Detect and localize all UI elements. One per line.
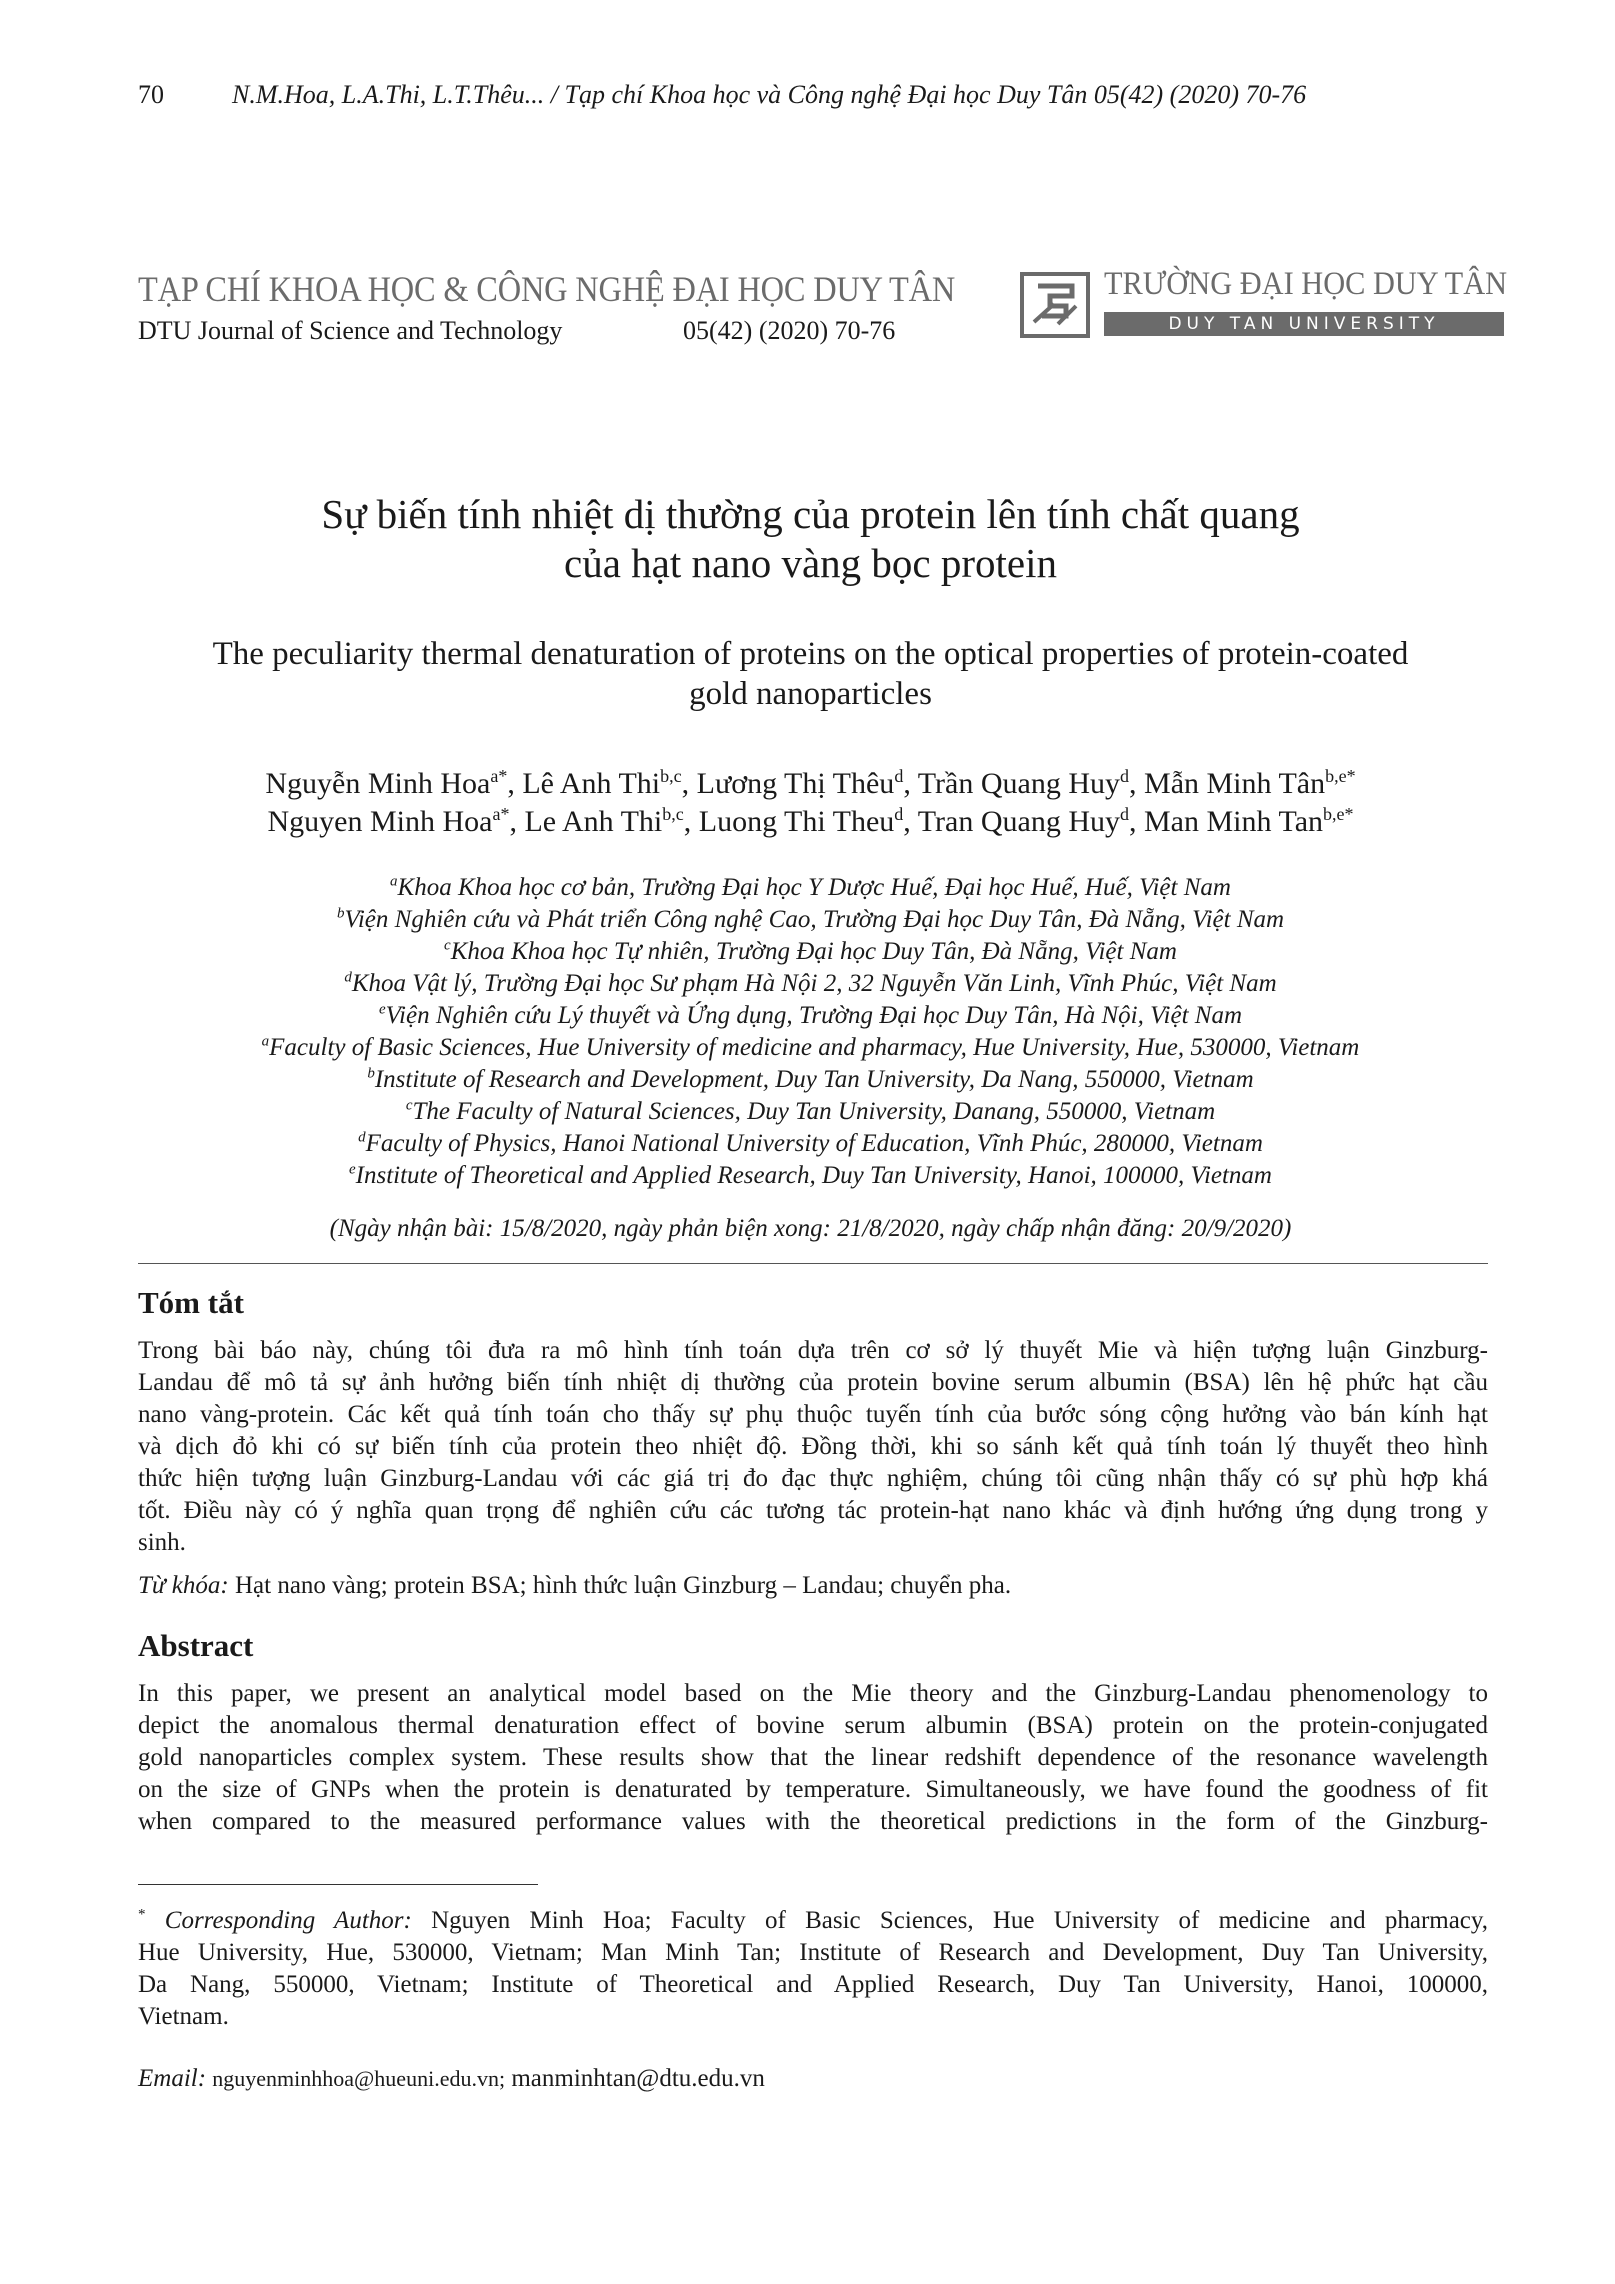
abstract-vn-body	[138, 1335, 1488, 1559]
paragraph-line: thức hiện tượng luận Ginzburg-Landau với các giá trị đo đạc thực nghiệm, chúng tôi cũng nhận thấy có sự phù hợp khá	[138, 1465, 1488, 1492]
author-name: Trần Quang Huy	[917, 767, 1121, 800]
affiliation-text: The Faculty of Natural Sciences, Duy Tan University, Danang, 550000, Vietnam	[412, 1098, 1216, 1125]
affiliation-mark: c	[444, 937, 451, 954]
author-separator: ,	[509, 804, 525, 838]
paragraph-line: tốt. Điều này có ý nghĩa quan trọng để nghiên cứu các tương tác protein-hạt nano khác và định hướng ứng dụng trong y	[138, 1497, 1488, 1524]
logo-university-name: TRƯỜNG ĐẠI HỌC DUY TÂN	[1104, 266, 1508, 302]
paragraph-line: when compared to the measured performance values with the theoretical predictions in the form of the Ginzburg-	[138, 1808, 1488, 1835]
abstract-en-body	[138, 1678, 1488, 1838]
author-list	[138, 765, 1483, 840]
affiliation-mark: d	[344, 969, 352, 986]
affiliation-item	[138, 1128, 1483, 1160]
running-header	[138, 80, 1306, 110]
keywords-label: Từ khóa:	[138, 1572, 229, 1599]
keywords-text: Hạt nano vàng; protein BSA; hình thức luận Ginzburg – Landau; chuyển pha.	[234, 1572, 1012, 1599]
author-name: Lê Anh Thi	[522, 767, 661, 800]
paragraph-line: nano vàng-protein. Các kết quả tính toán cho thấy sự phụ thuộc tuyến tính của bước sóng cộng hưởng vào bán kính hạt	[138, 1401, 1488, 1428]
author-affiliation-mark: a*	[492, 803, 510, 824]
author-separator: ,	[1129, 767, 1145, 800]
author-separator: ,	[683, 804, 699, 838]
paragraph-line: on the size of GNPs when the protein is denaturated by temperature. Simultaneously, we have found the goodness of fit	[138, 1776, 1488, 1803]
affiliation-text: Viện Nghiên cứu và Phát triển Công nghệ Cao, Trường Đại học Duy Tân, Đà Nẵng, Việt Nam	[344, 906, 1285, 933]
author-affiliation-mark: b,c	[660, 766, 682, 786]
affiliation-item	[138, 1096, 1483, 1128]
title-vn	[138, 490, 1483, 588]
paragraph-line: sinh.	[138, 1529, 186, 1556]
affiliation-mark: b	[336, 905, 345, 922]
author-separator: ,	[507, 767, 523, 800]
author-name: Tran Quang Huy	[917, 804, 1120, 838]
paragraph-line: In this paper, we present an analytical model based on the Mie theory and the Ginzburg-Landau phenomenology to	[138, 1680, 1488, 1707]
section-divider	[138, 1263, 1488, 1264]
affiliation-mark: d	[358, 1129, 366, 1146]
received-dates: (Ngày nhận bài: 15/8/2020, ngày phản biện xong: 21/8/2020, ngày chấp nhận đăng: 20/9/2020)	[329, 1215, 1292, 1242]
journal-issue: 05(42) (2020) 70-76	[683, 316, 896, 345]
affiliation-text: Viện Nghiên cứu Lý thuyết và Ứng dụng, Trường Đại học Duy Tân, Hà Nội, Việt Nam	[385, 1002, 1243, 1029]
author-name: Nguyễn Minh Hoa	[265, 767, 491, 800]
title-en-line-1: The peculiarity thermal denaturation of proteins on the optical properties of protein-coated	[212, 636, 1409, 672]
footnote-mark: *	[138, 1906, 146, 1923]
affiliation-item	[138, 872, 1483, 904]
author-affiliation-mark: d	[1120, 803, 1129, 824]
author-name: Man Minh Tan	[1144, 804, 1324, 838]
affiliation-mark: a	[390, 873, 398, 890]
author-affiliation-mark: b,e*	[1325, 766, 1356, 786]
paragraph-line: Landau để mô tả sự ảnh hưởng biến tính nhiệt dị thường của protein bovine serum albumin (BSA) lên hệ phức hạt cầu	[138, 1369, 1488, 1396]
author-separator: ,	[681, 767, 697, 800]
logo-band-text: DUY TAN UNIVERSITY	[1104, 312, 1504, 336]
abstract-vn-heading: Tóm tắt	[138, 1285, 244, 1320]
footnote-divider	[138, 1884, 538, 1885]
affiliation-list	[138, 872, 1483, 1192]
author-affiliation-mark: b,e*	[1323, 803, 1354, 824]
paragraph-line: depict the anomalous thermal denaturation effect of bovine serum albumin (BSA) protein on the protein-conjugated	[138, 1712, 1488, 1739]
footnote-line-3: Da Nang, 550000, Vietnam; Institute of Theoretical and Applied Research, Duy Tan University, Hanoi, 100000,	[138, 1971, 1488, 1998]
affiliation-mark: c	[405, 1097, 413, 1114]
affiliation-item	[138, 1032, 1483, 1064]
affiliation-text: Institute of Research and Development, Duy Tan University, Da Nang, 550000, Vietnam	[374, 1066, 1254, 1093]
journal-name-vn: TẠP CHÍ KHOA HỌC & CÔNG NGHỆ ĐẠI HỌC DUY TÂN	[138, 269, 956, 309]
footnote-label: Corresponding Author:	[164, 1907, 412, 1934]
affiliation-text: Faculty of Basic Sciences, Hue University of medicine and pharmacy, Hue University, Hue, 530000, Vietnam	[269, 1034, 1360, 1061]
author-name: Mẫn Minh Tân	[1144, 767, 1326, 800]
journal-name-en: DTU Journal of Science and Technology	[138, 316, 563, 345]
affiliation-mark: b	[367, 1065, 375, 1082]
affiliation-mark: e	[378, 1001, 386, 1018]
email-link-1[interactable]: nguyenminhhoa@hueuni.edu.vn;	[212, 2066, 506, 2091]
author-affiliation-mark: d	[1120, 766, 1130, 786]
author-separator: ,	[1129, 804, 1144, 838]
author-name: Lương Thị Thêu	[696, 767, 895, 800]
author-affiliation-mark: a*	[490, 766, 508, 786]
title-vn-line-1: Sự biến tính nhiệt dị thường của protein lên tính chất quang	[321, 491, 1300, 537]
author-list-en	[138, 803, 1483, 841]
affiliation-item	[138, 1000, 1483, 1032]
running-citation: N.M.Hoa, L.A.Thi, L.T.Thêu... / Tạp chí Khoa học và Công nghệ Đại học Duy Tân 05(42) (2020) 70-76	[232, 80, 1307, 109]
footnote-line-1: Nguyen Minh Hoa; Faculty of Basic Sciences, Hue University of medicine and pharmacy,	[431, 1907, 1489, 1934]
corresponding-author-footnote	[138, 1905, 1488, 2033]
affiliation-item	[138, 968, 1483, 1000]
footnote-line-4: Vietnam.	[138, 2003, 229, 2030]
affiliation-text: Khoa Khoa học cơ bản, Trường Đại học Y Dược Huế, Đại học Huế, Huế, Việt Nam	[397, 874, 1231, 901]
email-line	[138, 2065, 765, 2093]
affiliation-mark: e	[348, 1161, 356, 1178]
paragraph-line: Trong bài báo này, chúng tôi đưa ra mô hình tính toán dựa trên cơ sở lý thuyết Mie và hiện tượng luận Ginzburg-	[138, 1337, 1488, 1364]
author-separator: ,	[903, 767, 918, 800]
author-name: Nguyen Minh Hoa	[267, 804, 493, 838]
title-en	[138, 635, 1483, 714]
affiliation-mark: a	[261, 1033, 270, 1050]
affiliation-text: Institute of Theoretical and Applied Research, Duy Tan University, Hanoi, 100000, Vietnam	[355, 1162, 1272, 1189]
author-name: Luong Thi Theu	[698, 804, 895, 838]
affiliation-item	[138, 904, 1483, 936]
title-en-line-2: gold nanoparticles	[689, 675, 932, 712]
paragraph-line: gold nanoparticles complex system. These results show that the linear redshift dependence of the resonance wavelength	[138, 1744, 1488, 1771]
affiliation-item	[138, 936, 1483, 968]
title-vn-line-2: của hạt nano vàng bọc protein	[564, 540, 1057, 587]
email-link-2[interactable]: manminhtan@dtu.edu.vn	[511, 2065, 765, 2092]
university-logo	[1020, 266, 1508, 338]
affiliation-item	[138, 1064, 1483, 1096]
affiliation-text: Khoa Khoa học Tự nhiên, Trường Đại học Duy Tân, Đà Nẵng, Việt Nam	[450, 938, 1177, 965]
author-affiliation-mark: b,c	[662, 803, 684, 824]
affiliation-item	[138, 1160, 1483, 1192]
author-affiliation-mark: d	[894, 803, 904, 824]
author-separator: ,	[903, 804, 918, 838]
author-affiliation-mark: d	[894, 766, 904, 786]
abstract-en-heading: Abstract	[138, 1628, 254, 1663]
email-label: Email:	[138, 2065, 207, 2092]
affiliation-text: Khoa Vật lý, Trường Đại học Sư phạm Hà Nội 2, 32 Nguyễn Văn Linh, Vĩnh Phúc, Việt Nam	[351, 970, 1277, 997]
paragraph-line: và dịch đỏ khi có sự biến tính của protein theo nhiệt độ. Đồng thời, khi so sánh kết quả tính toán lý thuyết theo hình	[138, 1433, 1488, 1460]
affiliation-text: Faculty of Physics, Hanoi National University of Education, Vĩnh Phúc, 280000, Vietnam	[365, 1130, 1263, 1157]
author-list-vn	[138, 765, 1483, 803]
page-number: 70	[138, 80, 164, 109]
logo-emblem-icon	[1020, 272, 1090, 338]
keywords	[138, 1572, 1011, 1600]
author-name: Le Anh Thi	[524, 804, 663, 838]
footnote-line-2: Hue University, Hue, 530000, Vietnam; Man Minh Tan; Institute of Research and Development, Duy Tan University,	[138, 1939, 1488, 1966]
